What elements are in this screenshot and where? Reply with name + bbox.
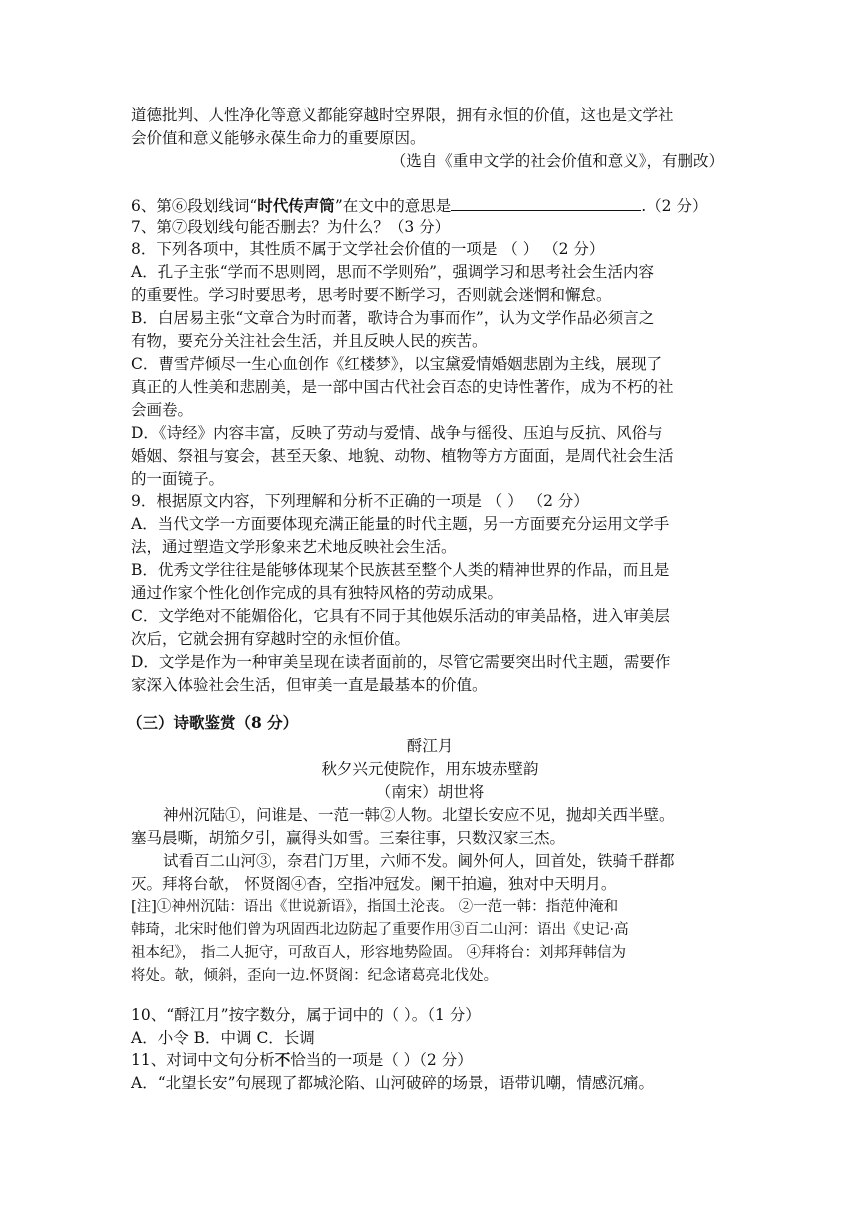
q11-prefix: 11、对词中文句分析 [131,1051,275,1069]
poem-line: 神州沉陆①，问谁是、一范一韩②人物。北望长安应不见，抛却关西半壁。 [163,806,675,824]
option-line: 的一面镜子。 [131,470,225,488]
question-7: 7、第⑦段划线句能否删去？为什么？（3 分） [131,218,451,236]
question-9-stem: 9．根据原文内容，下列理解和分析不正确的一项是 （ ） （2 分） [131,492,589,510]
poem-line: 塞马晨嘶，胡笳夕引，赢得头如雪。三秦往事，只数汉家三杰。 [131,829,566,847]
question-6 [131,194,707,217]
question-10-stem: 10、“酹江月”按字数分，属于词中的（ ）。（1 分） [131,1006,481,1024]
option-line: 的重要性。学习时要思考，思考时要不断学习，否则就会迷惘和懈怠。 [131,286,612,304]
poem-note: [注]①神州沉陆：语出《世说新语》，指国土沦丧。 ②一范一韩：指范仲淹和 [131,899,619,915]
option-line: B．白居易主张“文章合为时而著，歌诗合为事而作”，认为文学作品必须言之 [131,309,655,327]
question-10-options: A．小令 B．中调 C．长调 [131,1029,315,1047]
q6-prefix: 6、第⑥段划线词“ [131,197,258,215]
poem-line: 灭。拜将台欹， 怀贤阁④杳，空指冲冠发。阑干拍遍，独对中天明月。 [131,875,617,893]
poem-subtitle: 秋夕兴元使院作，用东坡赤壁韵 [321,760,539,778]
passage-line: 道德批判、人性净化等意义都能穿越时空界限，拥有永恒的价值，这也是文学社 [131,106,674,124]
option-line: D．文学是作为一种审美呈现在读者面前的，尽管它需要突出时代主题，需要作 [131,653,671,671]
question-8-stem: 8．下列各项中，其性质不属于文学社会价值的一项是 （ ） （2 分） [131,240,605,258]
option-line: 家深入体验社会生活，但审美一直是最基本的价值。 [131,676,488,694]
option-line: 有物，要充分关注社会生活，并且反映人民的疾苦。 [131,332,488,350]
option-line: 次后，它就会拥有穿越时空的永恒价值。 [131,630,411,648]
poem-note: 韩琦，北宋时他们曾为巩固西北边防起了重要作用③百二山河：语出《史记·高 [131,922,629,938]
poem-line: 试看百二山河③，奈君门万里，六师不发。阃外何人，回首处，铁骑千群都 [163,852,675,870]
q11-suffix: 恰当的一项是（ ）（2 分） [290,1051,473,1069]
q11-emphasis: 不 [274,1050,291,1069]
option-line: C．文学绝对不能媚俗化，它具有不同于其他娱乐活动的审美品格，进入审美层 [131,607,670,625]
q6-suffix: .（2 分） [641,197,708,215]
answer-blank [451,194,641,211]
q6-term: 时代传声筒 [257,196,335,215]
option-line: A．当代文学一方面要体现充满正能量的时代主题，另一方面要充分运用文学手 [131,515,670,533]
option-line: 通过作家个性化创作完成的具有独特风格的劳动成果。 [131,584,504,602]
section-heading: （三）诗歌鉴赏（8 分） [127,713,299,732]
poem-note: 将处。欹，倾斜，歪向一边.怀贤阁：纪念诸葛亮北伐处。 [131,968,499,984]
option-line: A．孔子主张“学而不思则罔，思而不学则殆”，强调学习和思考社会生活内容 [131,263,655,281]
question-11-stem [131,1049,473,1071]
option-line: B．优秀文学往往是能够体现某个民族甚至整个人类的精神世界的作品，而且是 [131,561,670,579]
option-line: D．《诗经》内容丰富，反映了劳动与爱情、战争与徭役、压迫与反抗、风俗与 [131,424,663,442]
option-line: 婚姻、祭祖与宴会，甚至天象、地貌、动物、植物等方方面面，是周代社会生活 [131,447,674,465]
option-line: 法，通过塑造文学形象来艺术地反映社会生活。 [131,538,457,556]
poem-note: 祖本纪》， 指二人扼守，可敌百人，形容地势险固。 ④拜将台：刘邦拜韩信为 [131,945,626,961]
option-line: 真正的人性美和悲剧美，是一部中国古代社会百态的史诗性著作，成为不朽的社 [131,378,674,396]
option-line: 会画卷。 [131,401,194,419]
source-citation: （选自《重申文学的社会价值和意义》，有删改） [390,152,724,170]
poem-author: （南宋）胡世将 [375,783,485,801]
poem-title: 酹江月 [406,737,454,755]
option-line: A．“北望长安”句展现了都城沦陷、山河破碎的场景，语带讥嘲，情感沉痛。 [131,1074,655,1092]
option-line: C．曹雪芹倾尽一生心血创作《红楼梦》，以宝黛爱情婚姻悲剧为主线，展现了 [131,355,663,373]
q6-mid: ”在文中的意思是 [334,197,452,215]
passage-line: 会价值和意义能够永葆生命力的重要原因。 [131,129,426,147]
